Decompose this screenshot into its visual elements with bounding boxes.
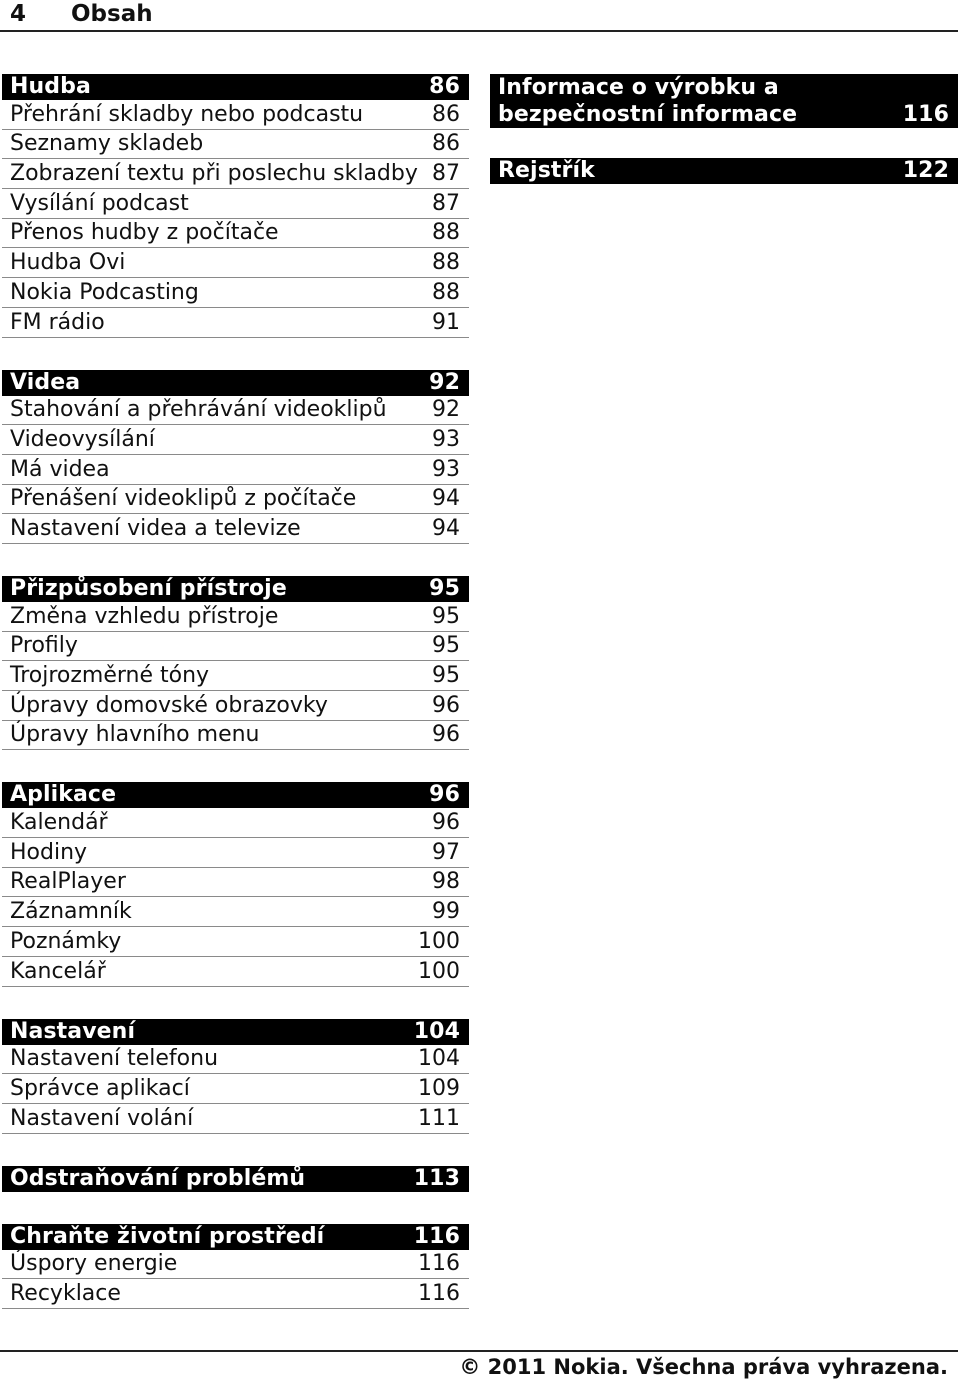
toc-entry[interactable] xyxy=(2,1074,469,1104)
entry-title: Recyklace xyxy=(10,1280,121,1306)
copyright-notice: © 2011 Nokia. Všechna práva vyhrazena. xyxy=(459,1355,948,1379)
toc-section xyxy=(2,74,469,338)
toc-entry[interactable] xyxy=(2,514,469,544)
toc-section-header[interactable] xyxy=(490,74,958,128)
entry-page-number: 93 xyxy=(432,426,460,452)
entry-page-number: 87 xyxy=(432,190,460,216)
toc-left-column xyxy=(2,74,469,1341)
toc-entry[interactable] xyxy=(2,1045,469,1075)
entry-page-number: 104 xyxy=(418,1046,460,1072)
toc-entry[interactable] xyxy=(2,1250,469,1280)
toc-entry[interactable] xyxy=(2,1104,469,1134)
section-title: Videa xyxy=(10,369,81,395)
page-header xyxy=(0,0,958,32)
toc-entry[interactable] xyxy=(2,927,469,957)
entry-title: Videovysílání xyxy=(10,426,155,452)
entry-page-number: 100 xyxy=(418,958,460,984)
section-page-number: 95 xyxy=(429,575,460,601)
entry-title: Záznamník xyxy=(10,899,132,925)
section-title: Aplikace xyxy=(10,782,117,808)
entry-page-number: 109 xyxy=(418,1075,460,1101)
entry-page-number: 96 xyxy=(432,692,460,718)
entry-page-number: 116 xyxy=(418,1251,460,1277)
toc-section-header[interactable] xyxy=(490,158,958,184)
toc-section-header[interactable] xyxy=(2,74,469,100)
entry-title: Hudba Ovi xyxy=(10,250,126,276)
footer-divider xyxy=(0,1350,958,1352)
toc-section xyxy=(2,576,469,750)
entry-page-number: 95 xyxy=(432,603,460,629)
toc-entry[interactable] xyxy=(2,308,469,338)
toc-entry[interactable] xyxy=(2,691,469,721)
section-title: Rejstřík xyxy=(498,158,595,183)
entry-page-number: 99 xyxy=(432,899,460,925)
toc-entry[interactable] xyxy=(2,897,469,927)
entry-page-number: 88 xyxy=(432,250,460,276)
entry-title: Zobrazení textu při poslechu skladby xyxy=(10,161,418,187)
entry-title: Přehrání skladby nebo podcastu xyxy=(10,101,364,127)
toc-section xyxy=(2,370,469,544)
toc-entry[interactable] xyxy=(2,248,469,278)
toc-entry[interactable] xyxy=(2,661,469,691)
toc-entry[interactable] xyxy=(2,159,469,189)
section-page-number: 104 xyxy=(413,1018,460,1044)
toc-entry[interactable] xyxy=(2,838,469,868)
entry-page-number: 93 xyxy=(432,456,460,482)
entry-page-number: 92 xyxy=(432,397,460,423)
toc-section-header[interactable] xyxy=(2,576,469,602)
toc-section xyxy=(2,1166,469,1192)
toc-entry[interactable] xyxy=(2,396,469,426)
entry-title: Úpravy hlavního menu xyxy=(10,722,260,748)
section-title: Informace o výrobku a bezpečnostní informace xyxy=(498,75,798,127)
section-page-number: 92 xyxy=(429,369,460,395)
toc-entry[interactable] xyxy=(2,1279,469,1309)
toc-entry[interactable] xyxy=(2,219,469,249)
toc-entry[interactable] xyxy=(2,485,469,515)
section-page-number: 122 xyxy=(902,158,949,183)
toc-section xyxy=(490,158,958,184)
section-title: Chraňte životní prostředí xyxy=(10,1223,325,1249)
toc-entry[interactable] xyxy=(2,100,469,130)
entry-title: Úspory energie xyxy=(10,1251,178,1277)
toc-entry[interactable] xyxy=(2,868,469,898)
entry-page-number: 91 xyxy=(432,309,460,335)
toc-entry[interactable] xyxy=(2,278,469,308)
section-page-number: 116 xyxy=(902,102,949,127)
section-page-number: 96 xyxy=(429,782,460,808)
toc-entry[interactable] xyxy=(2,189,469,219)
entry-page-number: 98 xyxy=(432,869,460,895)
entry-page-number: 96 xyxy=(432,810,460,836)
toc-section xyxy=(490,74,958,128)
entry-page-number: 97 xyxy=(432,839,460,865)
entry-title: Vysílání podcast xyxy=(10,190,189,216)
entry-page-number: 100 xyxy=(418,928,460,954)
toc-section-header[interactable] xyxy=(2,782,469,808)
entry-title: Poznámky xyxy=(10,928,122,954)
entry-title: Kancelář xyxy=(10,958,106,984)
entry-title: Hodiny xyxy=(10,839,88,865)
toc-section xyxy=(2,1224,469,1309)
toc-entry[interactable] xyxy=(2,957,469,987)
page-title: Obsah xyxy=(71,1,153,27)
toc-section-header[interactable] xyxy=(2,1019,469,1045)
entry-page-number: 96 xyxy=(432,722,460,748)
entry-page-number: 88 xyxy=(432,220,460,246)
toc-section-header[interactable] xyxy=(2,1224,469,1250)
entry-title: Úpravy domovské obrazovky xyxy=(10,692,328,718)
section-page-number: 86 xyxy=(429,74,460,99)
toc-entry[interactable] xyxy=(2,632,469,662)
entry-page-number: 95 xyxy=(432,663,460,688)
toc-entry[interactable] xyxy=(2,130,469,160)
entry-title: Profily xyxy=(10,633,78,659)
entry-title: FM rádio xyxy=(10,309,105,335)
toc-entry[interactable] xyxy=(2,455,469,485)
entry-page-number: 111 xyxy=(418,1105,460,1131)
entry-title: Nastavení telefonu xyxy=(10,1046,219,1072)
entry-title: Přenášení videoklipů z počítače xyxy=(10,486,357,512)
entry-title: Změna vzhledu přístroje xyxy=(10,603,279,629)
entry-title: Trojrozměrné tóny xyxy=(10,663,210,688)
entry-title: Má videa xyxy=(10,456,110,482)
toc-section-header[interactable] xyxy=(2,370,469,396)
toc-entry[interactable] xyxy=(2,602,469,632)
entry-page-number: 94 xyxy=(432,486,460,512)
entry-title: Nokia Podcasting xyxy=(10,279,199,305)
entry-title: RealPlayer xyxy=(10,869,126,895)
toc-section-header[interactable] xyxy=(2,1166,469,1192)
section-title: Nastavení xyxy=(10,1018,136,1044)
entry-title: Kalendář xyxy=(10,810,108,836)
entry-page-number: 88 xyxy=(432,279,460,305)
entry-page-number: 116 xyxy=(418,1280,460,1306)
toc-entry[interactable] xyxy=(2,808,469,838)
section-title: Odstraňování problémů xyxy=(10,1165,306,1191)
toc-section xyxy=(2,782,469,986)
entry-page-number: 94 xyxy=(432,515,460,541)
entry-title: Přenos hudby z počítače xyxy=(10,220,279,246)
entry-title: Nastavení volání xyxy=(10,1105,194,1131)
toc-right-column xyxy=(490,74,958,214)
section-page-number: 116 xyxy=(413,1223,460,1249)
entry-page-number: 86 xyxy=(432,101,460,127)
section-title: Hudba xyxy=(10,74,91,99)
entry-page-number: 95 xyxy=(432,633,460,659)
entry-title: Seznamy skladeb xyxy=(10,131,204,157)
entry-title: Stahování a přehrávání videoklipů xyxy=(10,397,387,423)
page-number: 4 xyxy=(10,1,27,27)
section-title: Přizpůsobení přístroje xyxy=(10,575,287,601)
entry-page-number: 86 xyxy=(432,131,460,157)
section-page-number: 113 xyxy=(413,1165,460,1191)
toc-entry[interactable] xyxy=(2,425,469,455)
toc-entry[interactable] xyxy=(2,721,469,751)
entry-title: Správce aplikací xyxy=(10,1075,190,1101)
entry-page-number: 87 xyxy=(432,161,460,187)
toc-section xyxy=(2,1019,469,1134)
entry-title: Nastavení videa a televize xyxy=(10,515,301,541)
